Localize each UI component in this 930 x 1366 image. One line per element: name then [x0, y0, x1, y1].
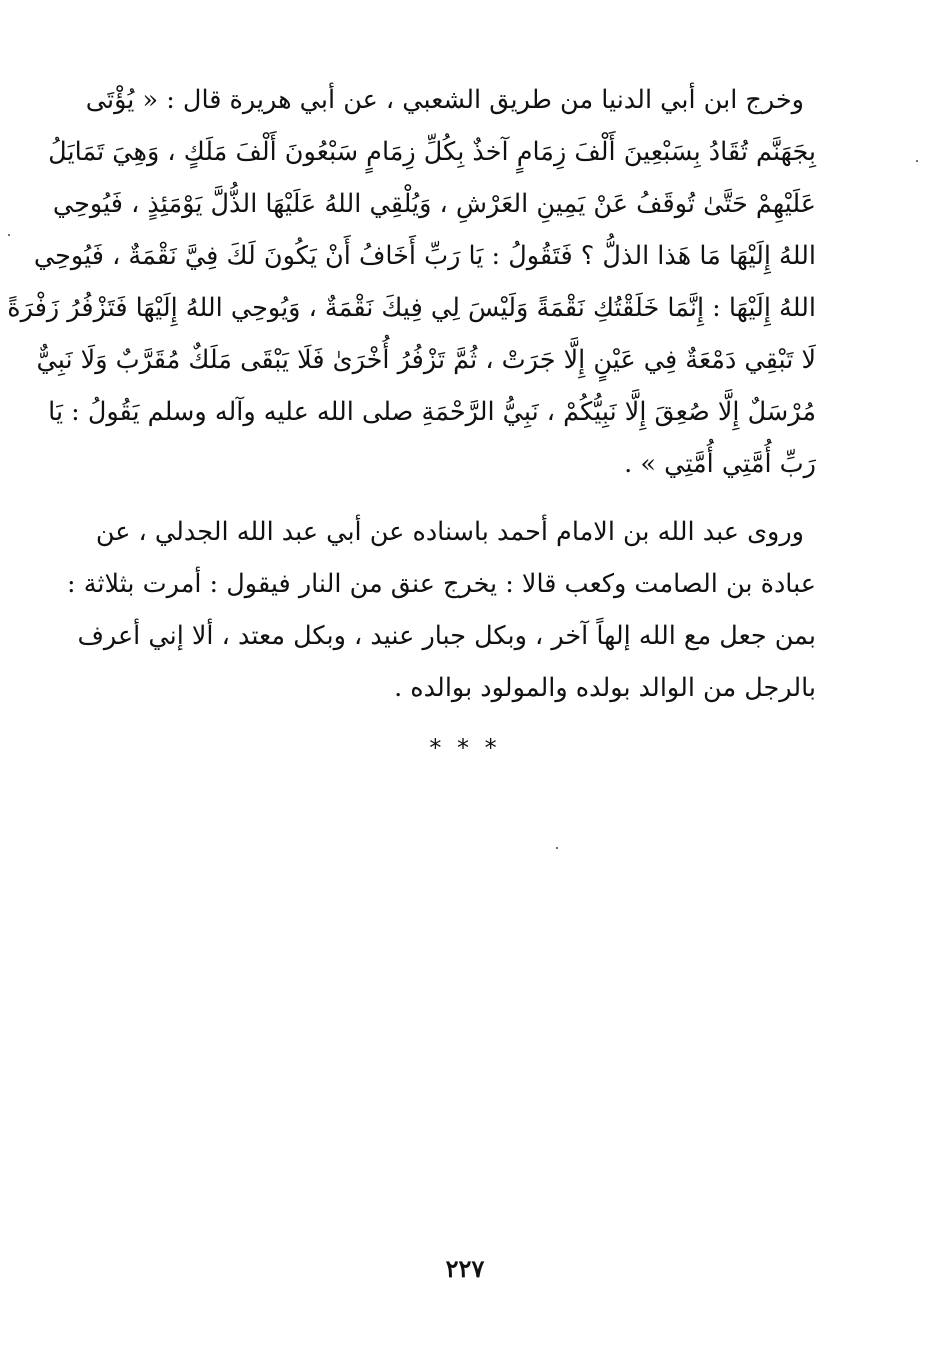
text-line: عبادة بن الصامت وكعب قالا : يخرج عنق من النار فيقول : أمرت بثلاثة : — [67, 569, 816, 599]
text-line: لَا تَبْقِي دَمْعَةٌ فِي عَيْنٍ إِلَّا جَرَتْ ، ثُمَّ تَزْفُرُ أُخْرَىٰ فَلَا يَبْقَى مَلَكٌ مُقَرَّبٌ وَلَا نَبِيٌّ — [36, 345, 816, 375]
text-line: بِجَهَنَّم تُقَادُ بِسَبْعِينَ أَلْفَ زِمَامٍ آخذٌ بِكُلِّ زِمَامٍ سَبْعُونَ أَلْفَ مَلَكٍ ، وَهِيَ تَمَايَلُ — [48, 137, 816, 167]
text-line: بالرجل من الوالد بولده والمولود بوالده . — [394, 673, 816, 703]
text-line: عَلَيْهِمْ حَتَّىٰ تُوقَفُ عَنْ يَمِينِ العَرْشِ ، وَيُلْقِي اللهُ عَلَيْهَا الذُّلَّ يَوْمَئِذٍ ، فَيُوحِي — [52, 189, 816, 219]
section-separator: * * * — [429, 734, 501, 762]
text-line: رَبِّ أُمَّتِي أُمَّتِي » . — [624, 449, 816, 479]
text-line: بمن جعل مع الله إلهاً آخر ، وبكل جبار عنيد ، وبكل معتد ، ألا إني أعرف — [77, 621, 816, 651]
text-line: اللهُ إِلَيْهَا : إِنَّمَا خَلَقْتُكِ نَقْمَةً وَلَيْسَ لِي فِيكَ نَقْمَةٌ ، وَيُوحِي اللهُ إِلَيْهَا فَتَزْفُرُ زَفْرَةً — [7, 293, 816, 323]
text-line: وروى عبد الله بن الامام أحمد باسناده عن أبي عبد الله الجدلي ، عن — [95, 517, 804, 547]
page-number: ٢٢٧ — [445, 1254, 485, 1283]
text-line: وخرج ابن أبي الدنيا من طريق الشعبي ، عن أبي هريرة قال : « يُؤْتَى — [85, 85, 804, 115]
text-line: اللهُ إِلَيْهَا مَا هَذا الذلُّ ؟ فَتَقُولُ : يَا رَبِّ أَخَافُ أَنْ يَكُونَ لَكَ فِيَّ نَقْمَةٌ ، فَيُوحِي — [33, 241, 816, 271]
scan-speck — [8, 234, 10, 236]
text-line: مُرْسَلٌ إِلَّا صُعِقَ إِلَّا نَبِيُّكُمْ ، نَبِيُّ الرَّحْمَةِ صلى الله عليه وآله وسلم يَقُولُ : يَا — [48, 397, 816, 427]
paragraph-hadith-jahannam — [7, 74, 816, 490]
scan-speck — [916, 160, 918, 162]
paragraph-hadith-unuq — [67, 506, 816, 714]
scan-speck — [556, 847, 558, 849]
